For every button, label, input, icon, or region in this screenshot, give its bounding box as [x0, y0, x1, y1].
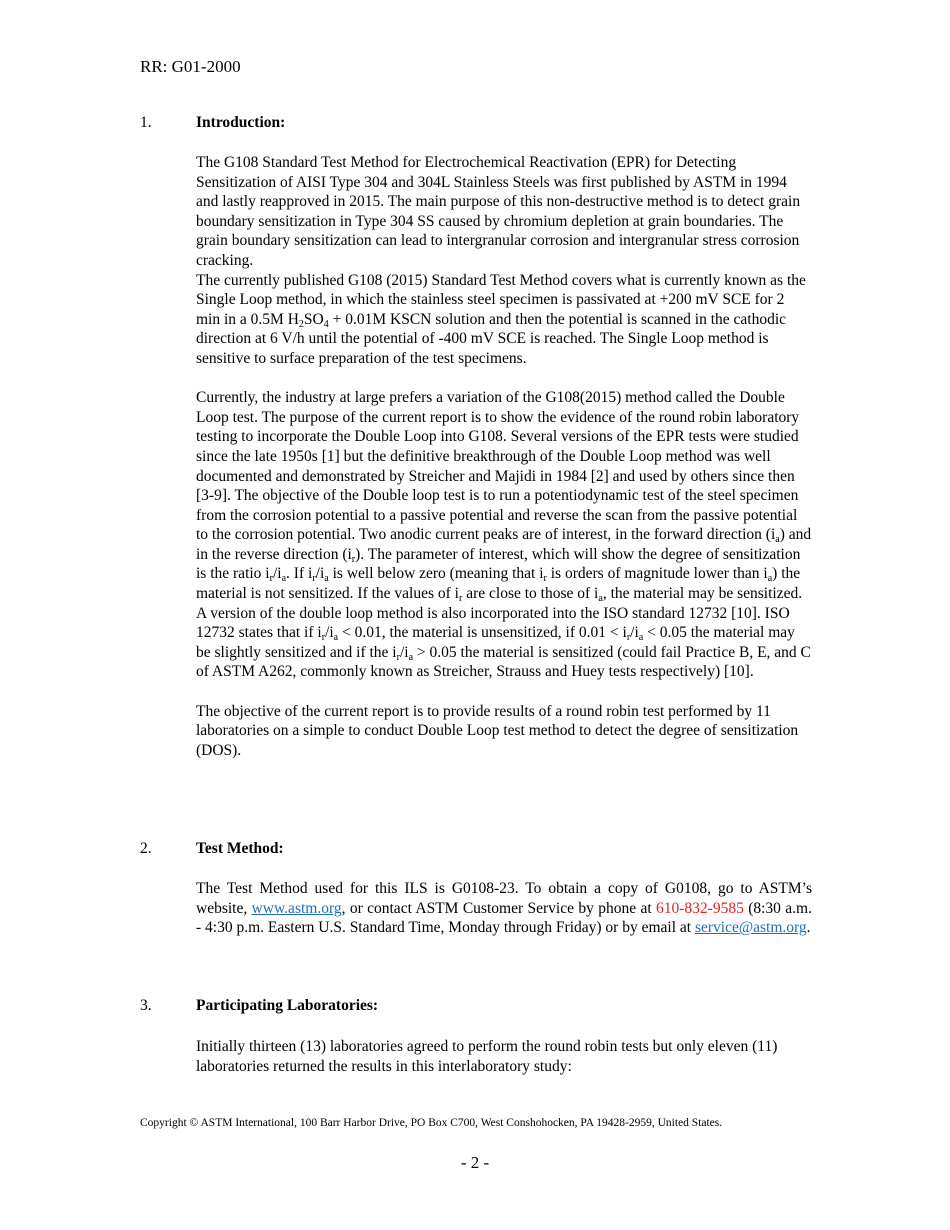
astm-website-link[interactable]: www.astm.org	[251, 899, 342, 917]
section-3-title: Participating Laboratories:	[196, 997, 379, 1014]
page-number: - 2 -	[460, 1153, 490, 1172]
section-2-title: Test Method:	[196, 840, 284, 857]
intro-paragraph-4: The objective of the current report is to provide results of a round robin test performed by 11 laboratories on a simple to conduct Double Loop test method to detect the degree of sensitization (DOS).	[196, 702, 799, 759]
intro-paragraph-3: Currently, the industry at large prefers a variation of the G108(2015) method called the Double Loop test. The purpose of the current report is to show the evidence of the round robin laboratory testing to incorporate the Double Loop into G108. Several versions of the EPR tests were studied since the late 1950s [1] but the definitive breakthrough of the Double Loop method was well documented and demonstrated by Streicher and Majidi in 1984 [2] and used by others since then [3-9]. The objective of the Double loop test is to run a potentiodynamic test of the steel specimen from the corrosion potential to a passive potential and reverse the scan from the passive potential to the corrosion potential. Two anodic current peaks are of interest, in the forward direction $(i_a)$ and in the reverse direction $(i_r)$. The parameter of interest, which will show the degree of sensitization is the ratio $i_r/i_a$. If $i_r/i_a$ is well below zero (meaning that $i_r$ is orders of magnitude lower than $i_a$) the material is not sensitized. If the values of $i_r$ are close to those of $i_a$, the material may be sensitized. A version of the double loop method is also incorporated into the ISO standard 12732 [10]. ISO 12732 states that if $i_r/i_a < 0.01$, the material is unsensitized, if $0.01 < i_r/i_a < 0.05$ the material may be slightly sensitized and if the $i_r/i_a > 0.05$ the material is sensitized (could fail Practice B, E, and C of ASTM A262, commonly known as Streicher, Strauss and Huey tests respectively) [10].	[196, 389, 812, 681]
intro-paragraph-1: The G108 Standard Test Method for Electrochemical Reactivation (EPR) for Detecting Sensitization of AISI Type 304 and 304L Stainless Steels was first published by ASTM in 1994 and lastly reapproved in 2015. The main purpose of this non-destructive method is to detect grain boundary sensitization in Type 304 SS caused by chromium depletion at grain boundaries. The grain boundary sensitization can lead to intergranular corrosion and intergranular stress corrosion cracking.	[196, 154, 801, 269]
phone-number: 610-832-9585	[656, 899, 744, 917]
section-2-number: 2.	[140, 840, 152, 857]
section-1-title: Introduction:	[196, 114, 286, 131]
participating-labs-body	[196, 1037, 812, 1076]
service-email-link[interactable]: service@astm.org	[694, 919, 807, 937]
introduction-body	[196, 153, 812, 760]
test-method-body	[196, 879, 812, 938]
labs-paragraph: Initially thirteen (13) laboratories agreed to perform the round robin tests but only eleven (11) laboratories returned the results in this interlaboratory study:	[196, 1038, 778, 1075]
test-method-paragraph: The Test Method used for this ILS is G0108-23. To obtain a copy of G0108, go to ASTM’s website, www.astm.org, or contact ASTM Customer Service by phone at 610-832-9585 (8:30 a.m. - 4:30 p.m. Eastern U.S. Standard Time, Monday through Friday) or by email at service@astm.org.	[196, 880, 812, 937]
section-1-number: 1.	[140, 114, 152, 131]
intro-paragraph-2: The currently published G108 (2015) Standard Test Method covers what is currently known as the Single Loop method, in which the stainless steel specimen is passivated at +200 mV SCE for 2 min in a 0.5M $H_2SO_4 + 0.01M$ KSCN solution and then the potential is scanned in the cathodic direction at 6 V/h until the potential of -400 mV SCE is reached. The Single Loop method is sensitive to surface preparation of the test specimens.	[196, 271, 806, 367]
document-header: RR: G01-2000	[140, 57, 241, 76]
section-3-number: 3.	[140, 997, 152, 1014]
copyright-footer: Copyright © ASTM International, 100 Barr Harbor Drive, PO Box C700, West Conshohocken, PA 19428-2959, United States.	[140, 1117, 723, 1129]
